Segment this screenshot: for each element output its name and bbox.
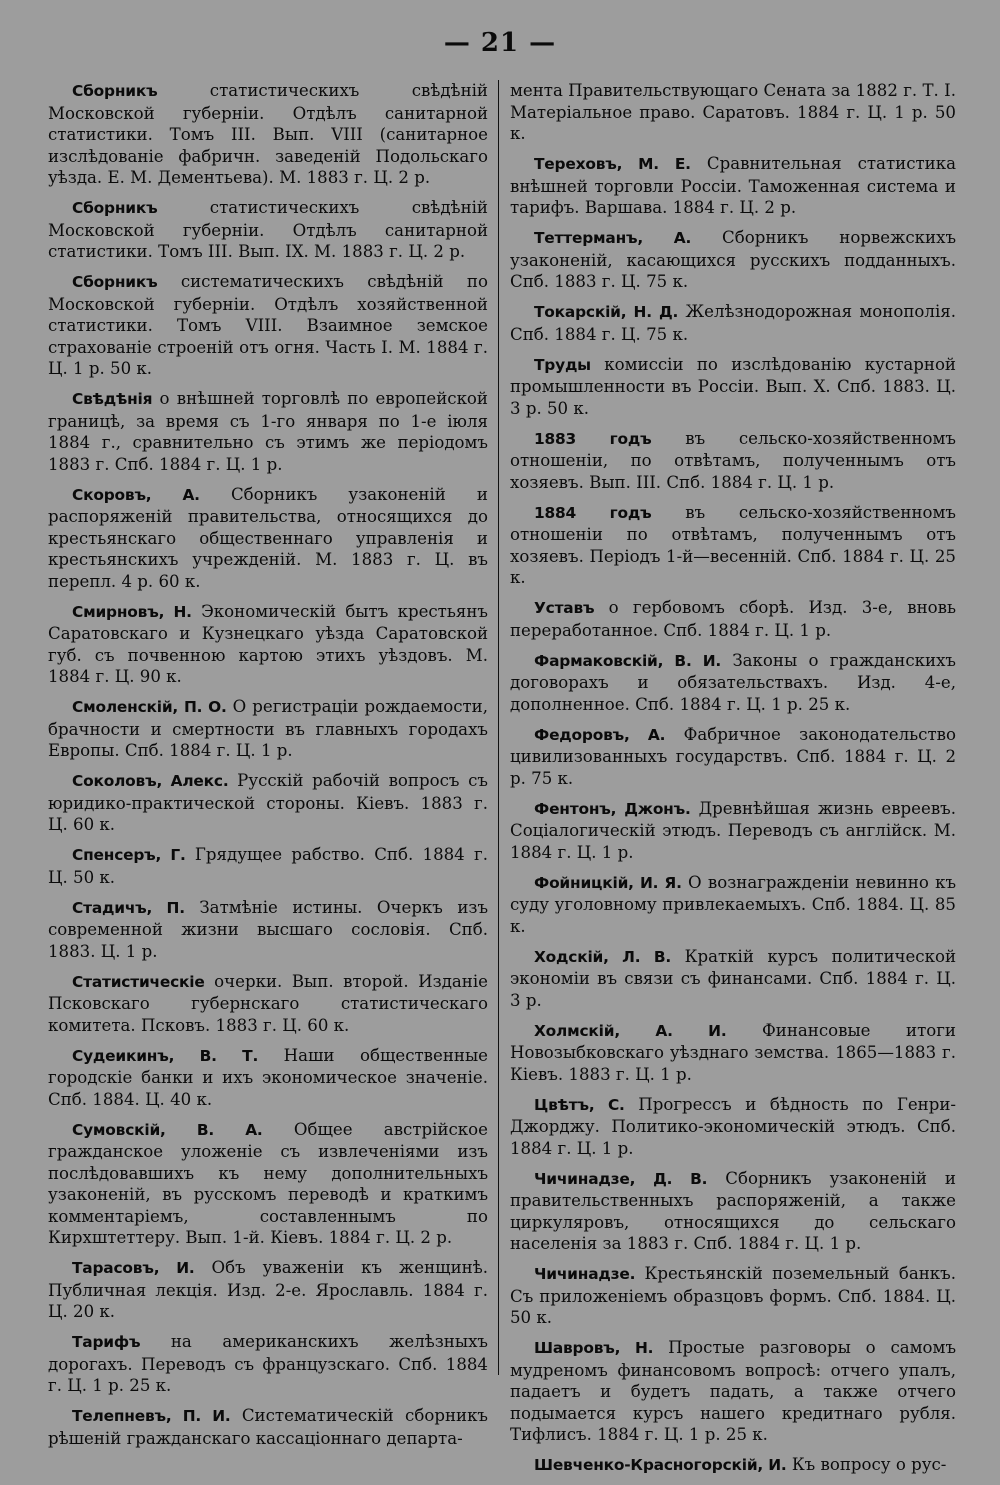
entry-author: Сборникъ: [72, 273, 158, 291]
entry-text: о внѣшней торговлѣ по европейской границѣ, за время съ 1-го января по 1-е іюля 1884 г., сравнительно съ этимъ же періодомъ 1883 г. Спб. 1884 г. Ц. 1 р.: [48, 389, 488, 474]
entry-author: Фармаковскій, В. И.: [534, 651, 722, 670]
entry-author: Скоровъ, А.: [72, 485, 200, 504]
bibliography-entry: [510, 1020, 956, 1086]
entry-author: Холмскій, А. И.: [534, 1021, 727, 1040]
bibliography-entry: [510, 227, 956, 293]
bibliography-entry: [48, 1119, 488, 1249]
entry-text: на американскихъ желѣзныхъ дорогахъ. Переводъ съ французскаго. Спб. 1884 г. Ц. 1 р. 25 к.: [48, 1332, 488, 1395]
bibliography-entry: [48, 80, 488, 189]
bibliography-entry: [510, 798, 956, 864]
right-column: [510, 80, 956, 1485]
bibliography-entry: [48, 601, 488, 688]
bibliography-entry: [48, 1405, 488, 1449]
entry-text: въ сельско-хозяйственномъ отношеніи по отвѣтамъ, полученнымъ отъ хозяевъ. Періодъ 1-й—весенній. Спб. 1884 г. Ц. 25 к.: [510, 502, 956, 587]
bibliography-entry: [48, 1331, 488, 1397]
entry-text: Систематическій сборникъ рѣшеній гражданскаго кассаціоннаго департа-: [48, 1406, 488, 1448]
entry-author: Уставъ: [534, 599, 595, 617]
bibliography-entry: [510, 428, 956, 494]
entry-author: Тарасовъ, И.: [72, 1259, 195, 1277]
entry-author: Тарифъ: [72, 1333, 141, 1351]
entry-text: Крестьянскій поземельный банкъ. Съ приложеніемъ образцовъ формъ. Спб. 1884. Ц. 50 к.: [510, 1264, 956, 1327]
entry-author: Спенсеръ, Г.: [72, 846, 186, 864]
entry-text: Экономическій бытъ крестьянъ Саратовскаго и Кузнецкаго уѣзда Саратовской губ. съ почвенною картою этихъ уѣздовъ. М. 1884 г. Ц. 90 к.: [48, 601, 488, 686]
bibliography-entry: [510, 597, 956, 641]
bibliography-entry: [510, 301, 956, 345]
entry-text: Простые разговоры о самомъ мудреномъ финансовомъ вопросѣ: отчего упалъ, падаетъ и будетъ падать, а также отчего подымается курсъ нашего кредитнаго рубля. Тифлисъ. 1884 г. Ц. 1 р. 25 к.: [510, 1338, 957, 1444]
entry-author: Судеикинъ, В. Т.: [72, 1046, 259, 1065]
entry-author: Статистическіе: [72, 972, 205, 991]
entry-author: Сборникъ: [72, 199, 158, 217]
entry-text: въ сельско-хозяйственномъ отношеніи, по отвѣтамъ, полученнымъ отъ хозяевъ. Вып. III. Спб. 1884 г. Ц. 1 р.: [510, 428, 956, 492]
entry-text: систематическихъ свѣдѣній по Московской губерніи. Отдѣлъ хозяйственной статистики. Томъ VIII. Взаимное земское страхованіе строеній отъ огня. Часть I. М. 1884 г. Ц. 1 р. 50 к.: [48, 272, 488, 378]
entry-author: Стадичъ, П.: [72, 898, 185, 917]
entry-author: Чичинадзе, Д. В.: [534, 1169, 708, 1188]
bibliography-entry: [510, 1337, 956, 1446]
entry-text: Грядущее рабство. Спб. 1884 г. Ц. 50 к.: [48, 845, 488, 887]
entry-author: Чичинадзе.: [534, 1265, 636, 1283]
bibliography-entry: [48, 271, 488, 380]
left-column: [48, 80, 488, 1458]
entry-author: Свѣдѣнія: [72, 390, 153, 408]
entry-text: Законы о гражданскихъ договорахъ и обязательствахъ. Изд. 4-е, дополненное. Спб. 1884 г. Ц. 1 р. 25 к.: [510, 650, 956, 714]
entry-text: Краткій курсъ политической экономіи въ связи съ финансами. Спб. 1884 г. Ц. 3 р.: [510, 946, 957, 1010]
bibliography-entry: [510, 80, 956, 145]
entry-author: Шавровъ, Н.: [534, 1339, 654, 1357]
entry-text: Сборникъ норвежскихъ узаконеній, касающихся русскихъ подданныхъ. Спб. 1883 г. Ц. 75 к.: [510, 228, 957, 291]
entry-author: Смоленскій, П. О.: [72, 698, 227, 716]
entry-author: Токарскій, Н. Д.: [534, 303, 679, 321]
entry-author: Фойницкій, И. Я.: [534, 873, 682, 892]
bibliography-entry: [510, 724, 956, 790]
bibliography-entry: [48, 696, 488, 762]
entry-text: Общее австрійское гражданское уложеніе съ извлеченіями изъ послѣдовавшихъ къ нему дополнительныхъ узаконеній, въ русскомъ переводѣ и краткимъ комментаріемъ, составленнымъ по Кирхштеттеру. Вып. 1-й. Кіевъ. 1884 г. Ц. 2 р.: [48, 1119, 488, 1247]
page-number: — 21 —: [443, 28, 557, 58]
entry-author: Ходскій, Л. В.: [534, 947, 672, 966]
entry-author: Фентонъ, Джонъ.: [534, 799, 691, 818]
entry-text: Сравнительная статистика внѣшней торговли Россіи. Таможенная система и тарифъ. Варшава. 1884 г. Ц. 2 р.: [510, 154, 956, 217]
bibliography-entry: [48, 770, 488, 836]
entry-author: Шевченко-Красногорскій, И.: [534, 1456, 787, 1474]
entry-text: мента Правительствующаго Сената за 1882 г. Т. I. Матеріальное право. Саратовъ. 1884 г. Ц. 1 р. 50 к.: [510, 81, 956, 143]
entry-text: очерки. Вып. второй. Изданіе Псковскаго губернскаго статистическаго комитета. Псковъ. 1883 г. Ц. 60 к.: [48, 971, 488, 1035]
bibliography-entry: [48, 971, 488, 1037]
bibliography-entry: [510, 502, 956, 589]
entry-text: Древнѣйшая жизнь евреевъ. Соціалогическій этюдъ. Переводъ съ англійск. М. 1884 г. Ц. 1 р.: [510, 798, 956, 862]
bibliography-entry: [510, 872, 956, 938]
bibliography-entry: [48, 197, 488, 263]
bibliography-entry: [510, 1094, 956, 1160]
entry-text: О вознагражденіи невинно къ суду уголовному привлекаемыхъ. Спб. 1884. Ц. 85 к.: [510, 872, 956, 936]
entry-text: Желѣзнодорожная монополія. Спб. 1884 г. Ц. 75 к.: [510, 302, 956, 344]
entry-text: Сборникъ узаконеній и правительственныхъ распоряженій, а также циркуляровъ, относящихся до сельскаго населенія за 1883 г. Спб. 1884 г. Ц. 1 р.: [510, 1168, 956, 1253]
entry-text: статистическихъ свѣдѣній Московской губерніи. Отдѣлъ санитарной статистики. Томъ III. Вып. VIII (санитарное изслѣдованіе фабричн. заведеній Подольскаго уѣзда. Е. М. Дементьева). М. 1883 г. Ц. 2 р.: [48, 81, 488, 187]
entry-text: статистическихъ свѣдѣній Московской губерніи. Отдѣлъ санитарной статистики. Томъ III. Вып. IX. М. 1883 г. Ц. 2 р.: [48, 198, 488, 261]
entry-author: Теттерманъ, А.: [534, 229, 692, 247]
bibliography-entry: [48, 484, 488, 593]
entry-text: Затмѣніе истины. Очеркъ изъ современной жизни высшаго сословія. Спб. 1883. Ц. 1 р.: [48, 897, 488, 961]
bibliography-entry: [48, 388, 488, 475]
bibliography-entry: [510, 1454, 956, 1477]
bibliography-entry: [48, 844, 488, 888]
entry-author: Смирновъ, Н.: [72, 602, 192, 621]
entry-text: Сборникъ узаконеній и распоряженій правительства, относящихся до крестьянскаго общественнаго управленія и крестьянскихъ учрежденій. М. 1883 г. Ц. въ перепл. 4 р. 60 к.: [48, 484, 488, 591]
bibliography-entry: [48, 897, 488, 963]
entry-text: Къ вопросу о рус-: [786, 1455, 947, 1474]
entry-text: Прогрессъ и бѣдность по Генри-Джорджу. Политико-экономическій этюдъ. Спб. 1884 г. Ц. 1 р.: [510, 1094, 956, 1158]
bibliography-entry: [48, 1045, 488, 1111]
entry-author: Труды: [534, 355, 591, 374]
entry-author: 1883 годъ: [534, 429, 652, 448]
bibliography-entry: [510, 354, 956, 420]
entry-author: Телепневъ, П. И.: [72, 1407, 231, 1425]
entry-text: Русскій рабочій вопросъ съ юридико-практической стороны. Кіевъ. 1883 г. Ц. 60 к.: [48, 771, 488, 834]
entry-author: Сумовскій, В. А.: [72, 1120, 263, 1139]
entry-text: Наши общественные городскіе банки и ихъ экономическое значеніе. Спб. 1884. Ц. 40 к.: [48, 1045, 488, 1109]
bibliography-entry: [510, 1263, 956, 1329]
entry-author: Тереховъ, М. Е.: [534, 155, 691, 173]
entry-text: комиссіи по изслѣдованію кустарной промышленности въ Россіи. Вып. X. Спб. 1883. Ц. 3 р. 50 к.: [510, 354, 956, 418]
entry-author: Федоровъ, А.: [534, 725, 666, 744]
entry-text: О регистраціи рождаемости, брачности и смертности въ главныхъ городахъ Европы. Спб. 1884 г. Ц. 1 р.: [48, 697, 488, 760]
bibliography-entry: [510, 153, 956, 219]
entry-text: Фабричное законодательство цивилизованныхъ государствъ. Спб. 1884 г. Ц. 2 р. 75 к.: [510, 724, 956, 788]
entry-text: Финансовые итоги Новозыбковскаго уѣзднаго земства. 1865—1883 г. Кіевъ. 1883 г. Ц. 1 р.: [510, 1020, 956, 1084]
bibliography-entry: [510, 1168, 956, 1255]
column-divider: [498, 80, 499, 1375]
entry-text: о гербовомъ сборѣ. Изд. 3-е, вновь переработанное. Спб. 1884 г. Ц. 1 р.: [510, 598, 956, 640]
entry-author: Цвѣтъ, С.: [534, 1095, 625, 1114]
entry-author: 1884 годъ: [534, 503, 652, 522]
entry-author: Соколовъ, Алекс.: [72, 772, 229, 790]
bibliography-entry: [510, 946, 956, 1012]
entry-author: Сборникъ: [72, 82, 158, 100]
entry-text: Объ уваженіи къ женщинѣ. Публичная лекція. Изд. 2-е. Ярославль. 1884 г. Ц. 20 к.: [48, 1258, 488, 1321]
bibliography-entry: [510, 650, 956, 716]
bibliography-entry: [48, 1257, 488, 1323]
